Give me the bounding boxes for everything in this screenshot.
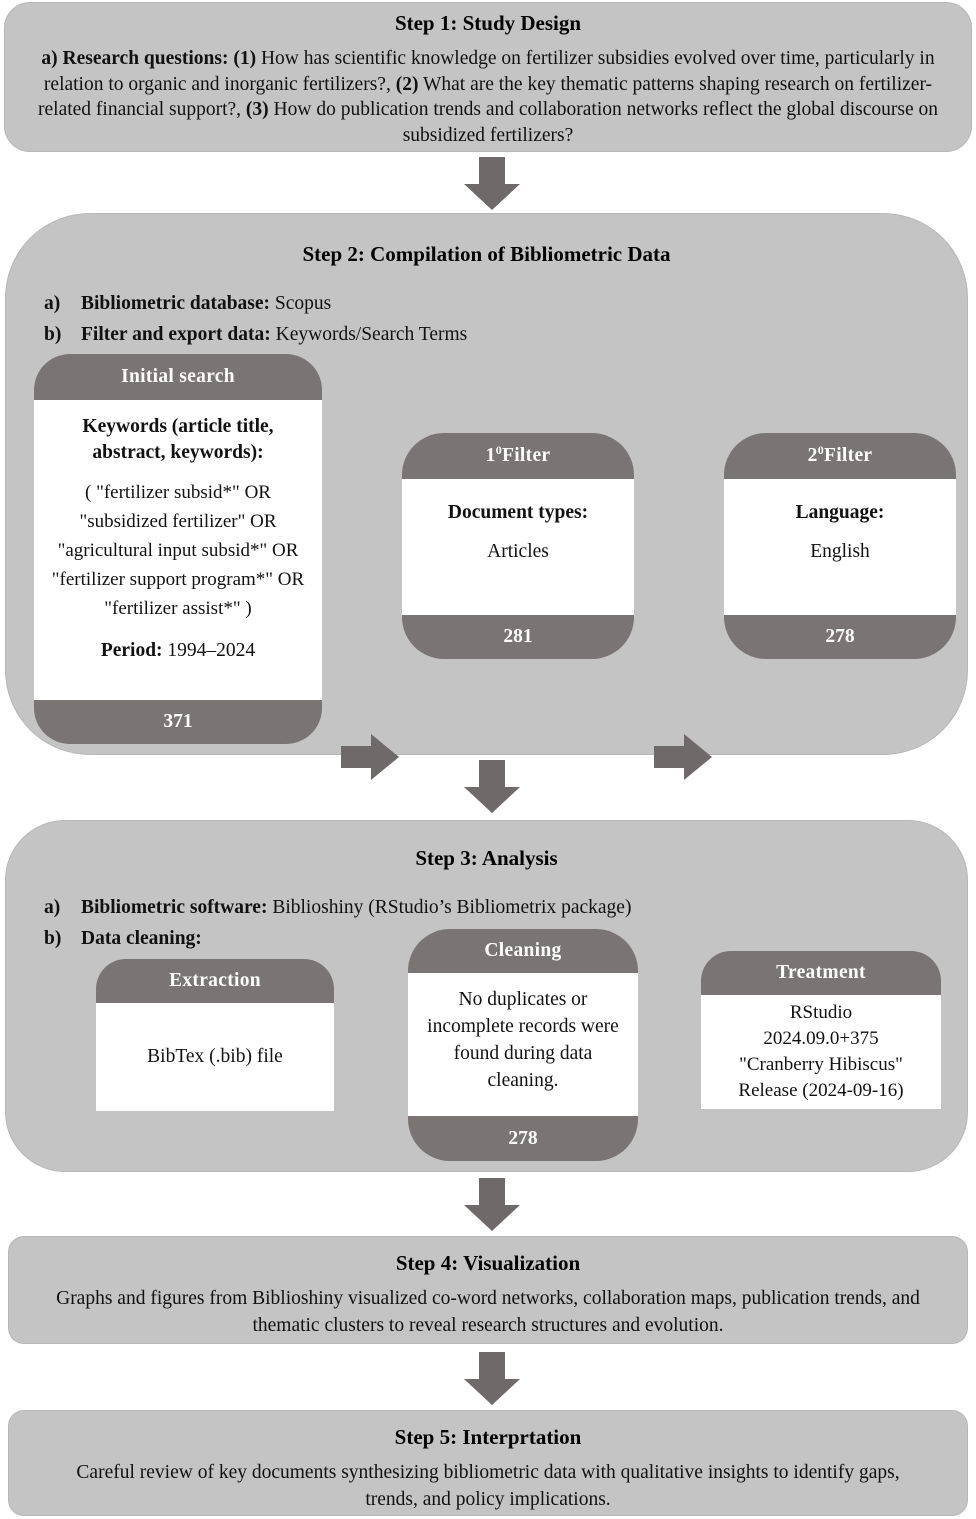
step1-q2-num: (2): [395, 73, 419, 95]
secondary-filter-header: 2 $^0$ Filter: [724, 433, 956, 479]
treatment-header: Treatment: [701, 951, 941, 995]
step2-item-b-num: b): [44, 324, 62, 345]
secondary-filter-box: [724, 433, 956, 659]
primary-filter-box: [402, 433, 634, 659]
extraction-body: BibTex (.bib) file: [96, 1003, 334, 1111]
period: [34, 640, 322, 662]
arrow-down-icon: [464, 157, 520, 210]
step4-box: [8, 1236, 968, 1344]
cleaning-count: 278: [408, 1116, 638, 1161]
search-query: ( "fertilizer subsid*" OR "subsidized fertilizer" OR "agricultural input subsid*" OR "fertilizer support program*" OR "fertilizer assist*" ): [51, 482, 305, 619]
arrow-head: [464, 1205, 520, 1231]
step4-title: Step 4: Visualization: [395, 1251, 581, 1275]
arrow-head: [464, 787, 520, 813]
treatment-line-2: 2024.09.0+375: [763, 1028, 879, 1049]
treatment-line-1: RStudio: [789, 1002, 853, 1023]
step1-q2-text: What are the key thematic patterns shaping research on fertilizer-related financial support?,: [38, 73, 933, 120]
step2-item-b-value: Keywords/Search Terms: [270, 324, 468, 345]
step5-title: Step 5: Interprtation: [394, 1425, 582, 1449]
initial-search-header: Initial search: [34, 354, 322, 400]
step3-box: [5, 820, 968, 1172]
document-types-label: Document types:: [447, 502, 589, 523]
initial-search-body: [34, 400, 322, 700]
extraction-box: [96, 959, 334, 1111]
arrow-head: [371, 734, 399, 780]
step3-item-a-value: Biblioshiny (RStudio’s Bibliometrix package): [267, 897, 632, 918]
period-value: 1994–2024: [162, 640, 256, 661]
filter2-base: 2: [807, 445, 818, 466]
arrow-stem: [479, 1352, 505, 1379]
primary-filter-body: [402, 479, 634, 615]
language-label: Language:: [795, 502, 885, 523]
step2-title: Step 2: Compilation of Bibliometric Data: [302, 242, 671, 266]
filter1-base: 1: [485, 445, 496, 466]
step5-box: [8, 1410, 968, 1516]
primary-filter-count: 281: [402, 615, 634, 659]
arrow-right-icon: [654, 734, 712, 780]
filter2-rest: Filter: [824, 445, 873, 466]
step3-item-b-num: b): [44, 928, 62, 949]
primary-filter-header: 1 $^0$ Filter: [402, 433, 634, 479]
treatment-box: [701, 951, 941, 1109]
arrow-right-icon: [341, 734, 399, 780]
step2-item-a-text: [81, 288, 331, 319]
step1-box: [4, 2, 972, 152]
step1-label-a: a) Research questions:: [41, 48, 234, 69]
document-types-value: Articles: [487, 541, 549, 562]
arrow-stem: [479, 157, 505, 184]
step3-item-a: [44, 892, 967, 923]
cleaning-text: No duplicates or incomplete records were found during data cleaning.: [427, 989, 619, 1091]
filter1-rest: Filter: [502, 445, 551, 466]
arrow-head: [684, 734, 712, 780]
treatment-body: [701, 995, 941, 1109]
cleaning-body: [408, 973, 638, 1116]
treatment-line-3: "Cranberry Hibiscus": [739, 1054, 903, 1075]
arrow-head: [464, 1379, 520, 1405]
language-value: English: [810, 541, 870, 562]
secondary-filter-body: [724, 479, 956, 615]
step2-list: [44, 288, 967, 350]
step3-title: Step 3: Analysis: [415, 846, 558, 870]
arrow-stem: [479, 760, 505, 787]
step3-item-b-text: [81, 923, 202, 954]
step2-item-b: [44, 319, 967, 350]
step1-q1-num: (1): [233, 48, 257, 69]
step1-research-questions: [5, 46, 971, 148]
period-label: Period:: [100, 640, 163, 661]
arrow-stem: [654, 746, 684, 768]
treatment-line-4: Release (2024-09-16): [738, 1080, 904, 1101]
initial-search-box: [34, 354, 322, 744]
step3-item-a-text: [81, 892, 631, 923]
arrow-down-icon: [464, 760, 520, 813]
arrow-head: [464, 184, 520, 210]
arrow-down-icon: [464, 1352, 520, 1405]
secondary-filter-count: 278: [724, 615, 956, 659]
step1-q3-text: How do publication trends and collaboration networks reflect the global discourse on subsidized fertilizers?: [268, 99, 938, 146]
step2-box: [5, 213, 968, 755]
arrow-stem: [479, 1178, 505, 1205]
step3-item-a-num: a): [44, 897, 61, 918]
step3-item-b-label: Data cleaning:: [81, 928, 202, 949]
initial-search-count: 371: [34, 700, 322, 744]
step1-q3-num: (3): [245, 99, 269, 120]
step3-item-a-label: Bibliometric software:: [81, 897, 268, 918]
step4-description: Graphs and figures from Biblioshiny visualized co-word networks, collaboration maps, publication trends, and thematic clusters to reveal research structures and evolution.: [56, 1288, 920, 1336]
extraction-header: Extraction: [96, 959, 334, 1003]
cleaning-box: [408, 929, 638, 1161]
step2-item-b-text: [81, 319, 467, 350]
step2-item-b-label: Filter and export data:: [81, 324, 271, 345]
step5-description: Careful review of key documents synthesizing bibliometric data with qualitative insights to identify gaps, trends, and policy implications.: [76, 1462, 900, 1510]
step2-item-a-num: a): [44, 293, 61, 314]
cleaning-header: Cleaning: [408, 929, 638, 973]
step2-item-a: [44, 288, 967, 319]
step1-title: Step 1: Study Design: [394, 11, 582, 35]
arrow-stem: [341, 746, 371, 768]
step2-item-a-value: Scopus: [270, 293, 332, 314]
step1-q1-text: How has scientific knowledge on fertilizer subsidies evolved over time, particularly in relation to organic and inorganic fertilizers?,: [43, 48, 935, 95]
keywords-heading: Keywords (article title, abstract, keywords):: [82, 416, 274, 463]
step2-item-a-label: Bibliometric database:: [81, 293, 271, 314]
arrow-down-icon: [464, 1178, 520, 1231]
